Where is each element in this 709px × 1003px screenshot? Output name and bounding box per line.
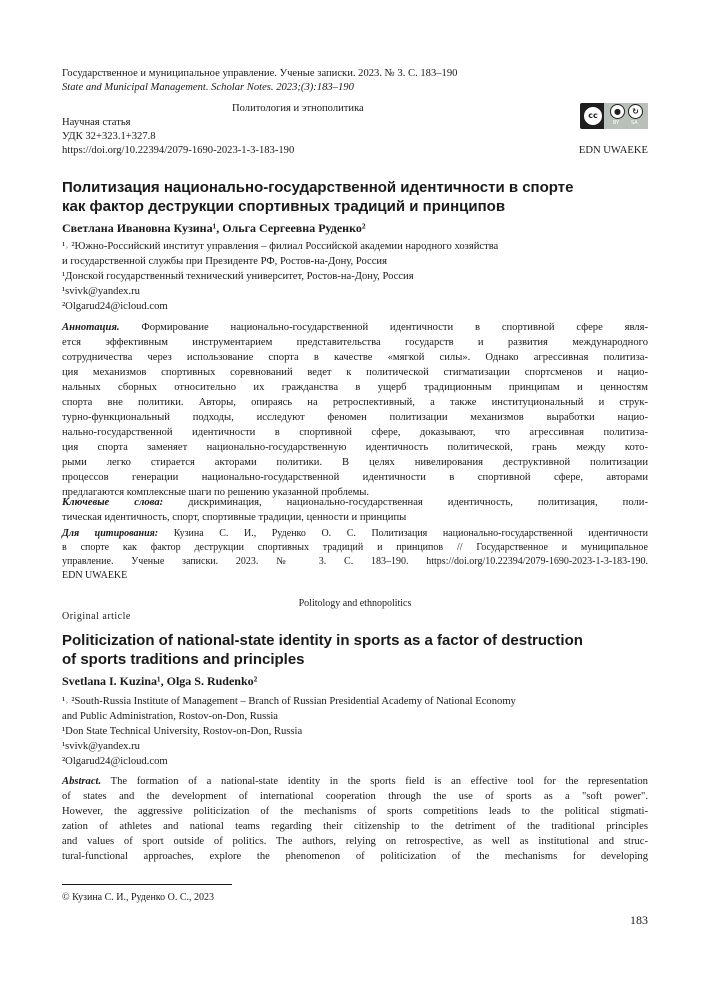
- edn-code: EDN UWAEKE: [578, 145, 648, 156]
- cc-by-sa-license-icon[interactable]: cc ● ↻ BY SA: [580, 103, 648, 129]
- article-title-ru: Политизация национально-государственной идентичности в спорте как фактор деструкции спортивных традиций и принципов: [62, 179, 574, 215]
- section-label-en: Politology and ethnopolitics: [298, 598, 412, 609]
- keywords-ru: Ключевые слова: дискриминация, национально-государственная идентичность, политизация, поли- тическая идентичность, спорт, спортивные традиции, ценности и принципы: [62, 497, 648, 523]
- affiliation-ru: ¹˒ ²Южно-Российский институт управления – филиал Российской академии народного хозяйства и государственной службы при Президенте РФ, Ростов-на-Дону, Россия ¹Донской государственный технический университет, Ростов-на-Дону, Россия ¹svivk@yandex.ru ²Olgarud24@icloud.com: [62, 239, 662, 314]
- section-label-ru: Политология и этнополитика: [232, 103, 364, 114]
- author-email-2-en[interactable]: ²Olgarud24@icloud.com: [62, 756, 168, 767]
- abstract-label-en: Abstract.: [62, 776, 102, 787]
- affiliation-en: ¹˒ ²South-Russia Institute of Management – Branch of Russian Presidential Academy of National Economy and Public Administration, Rostov-on-Don, Russia ¹Don State Technical University, Rostov-on-Don, Russia ¹svivk@yandex.ru ²Olgarud24@icloud.com: [62, 694, 662, 769]
- citation-label-ru: Для цитирования:: [62, 528, 159, 539]
- authors-ru: Светлана Ивановна Кузина¹, Ольга Сергеевна Руденко²: [62, 221, 366, 235]
- doi-link[interactable]: https://doi.org/10.22394/2079-1690-2023-1-3-183-190: [62, 145, 295, 156]
- journal-header-ru: Государственное и муниципальное управление. Ученые записки. 2023. № 3. С. 183–190: [62, 68, 458, 79]
- page-number: 183: [630, 913, 648, 927]
- article-type-ru: Научная статья: [62, 117, 131, 128]
- abstract-en: Abstract. The formation of a national-state identity in the sports field is an effective tool for the representation of states and the development of international cooperation through the use of sports as a "soft power". However, the aggressive politicization of the mechanisms of sports competitions leads to the political stigmati- zation of athletes and national teams regarding their citizenship to the detriment of the traditional principles and values of sport outside of politics. The authors, relying on retrospective, as well as institutional and struc- tural-functional approaches, explore the phenomenon of politicization of the mechanisms for developing: [62, 776, 648, 862]
- copyright-notice: © Кузина С. И., Руденко О. С., 2023: [62, 892, 215, 903]
- udc-code: УДК 32+323.1+327.8: [62, 131, 156, 142]
- author-email-1-en[interactable]: ¹svivk@yandex.ru: [62, 741, 140, 752]
- author-email-1[interactable]: ¹svivk@yandex.ru: [62, 286, 140, 297]
- article-title-en: Politicization of national-state identity in sports as a factor of destruction of sports traditions and principles: [62, 632, 583, 668]
- article-type-en: Original article: [62, 611, 131, 622]
- abstract-ru: Аннотация. Формирование национально-государственной идентичности в спортивной сфере явля- ется эффективным инструментарием представительства государств и развития международного сотрудничества через использование спорта в качестве «мягкой силы». Однако агрессивная политиза- ция механизмов спортивных соревнований ведет к политической стигматизации спортсменов и нацио- нальных сборных относительно их гражданства в ущерб традиционным принципам и ценностям спорта вне политики. Авторы, опираясь на ретроспективный, а также институциональный и струк- турно-функциональный подходы, исследуют феномен политизации механизмов выработки нацио- нально-государственной идентичности в спортивной сфере, доказывают, что агрессивная политиза- ция спорта заменяет национально-государственную идентичность политической, грань между кото- рыми легко стирается акторами политики. В целях нивелирования деструктивной политизации процессов генерации национально-государственной идентичности в спортивной сфере, авторами предлагаются комплексные шаги по решению указанной проблемы.: [62, 322, 648, 498]
- authors-en: Svetlana I. Kuzina¹, Olga S. Rudenko²: [62, 674, 258, 688]
- abstract-label-ru: Аннотация.: [62, 322, 120, 333]
- keywords-label-ru: Ключевые слова:: [62, 497, 164, 508]
- journal-header-en: State and Municipal Management. Scholar Notes. 2023;(3):183–190: [62, 82, 354, 93]
- author-email-2[interactable]: ²Olgarud24@icloud.com: [62, 301, 168, 312]
- citation-ru: Для цитирования: Кузина С. И., Руденко О. С. Политизация национально-государственной идентичности в спорте как фактор деструкции спортивных традиций и принципов // Государственное и муниципальное управление. Ученые записки. 2023. № 3. С. 183–190. https://doi.org/10.22394/2079-1690-2023-1-3-183-190. EDN UWAEKE: [62, 528, 648, 581]
- share-alike-icon: ↻: [628, 104, 643, 119]
- cc-circle-icon: cc: [583, 106, 603, 126]
- person-icon: ●: [610, 104, 625, 119]
- footnote-divider: [62, 884, 232, 885]
